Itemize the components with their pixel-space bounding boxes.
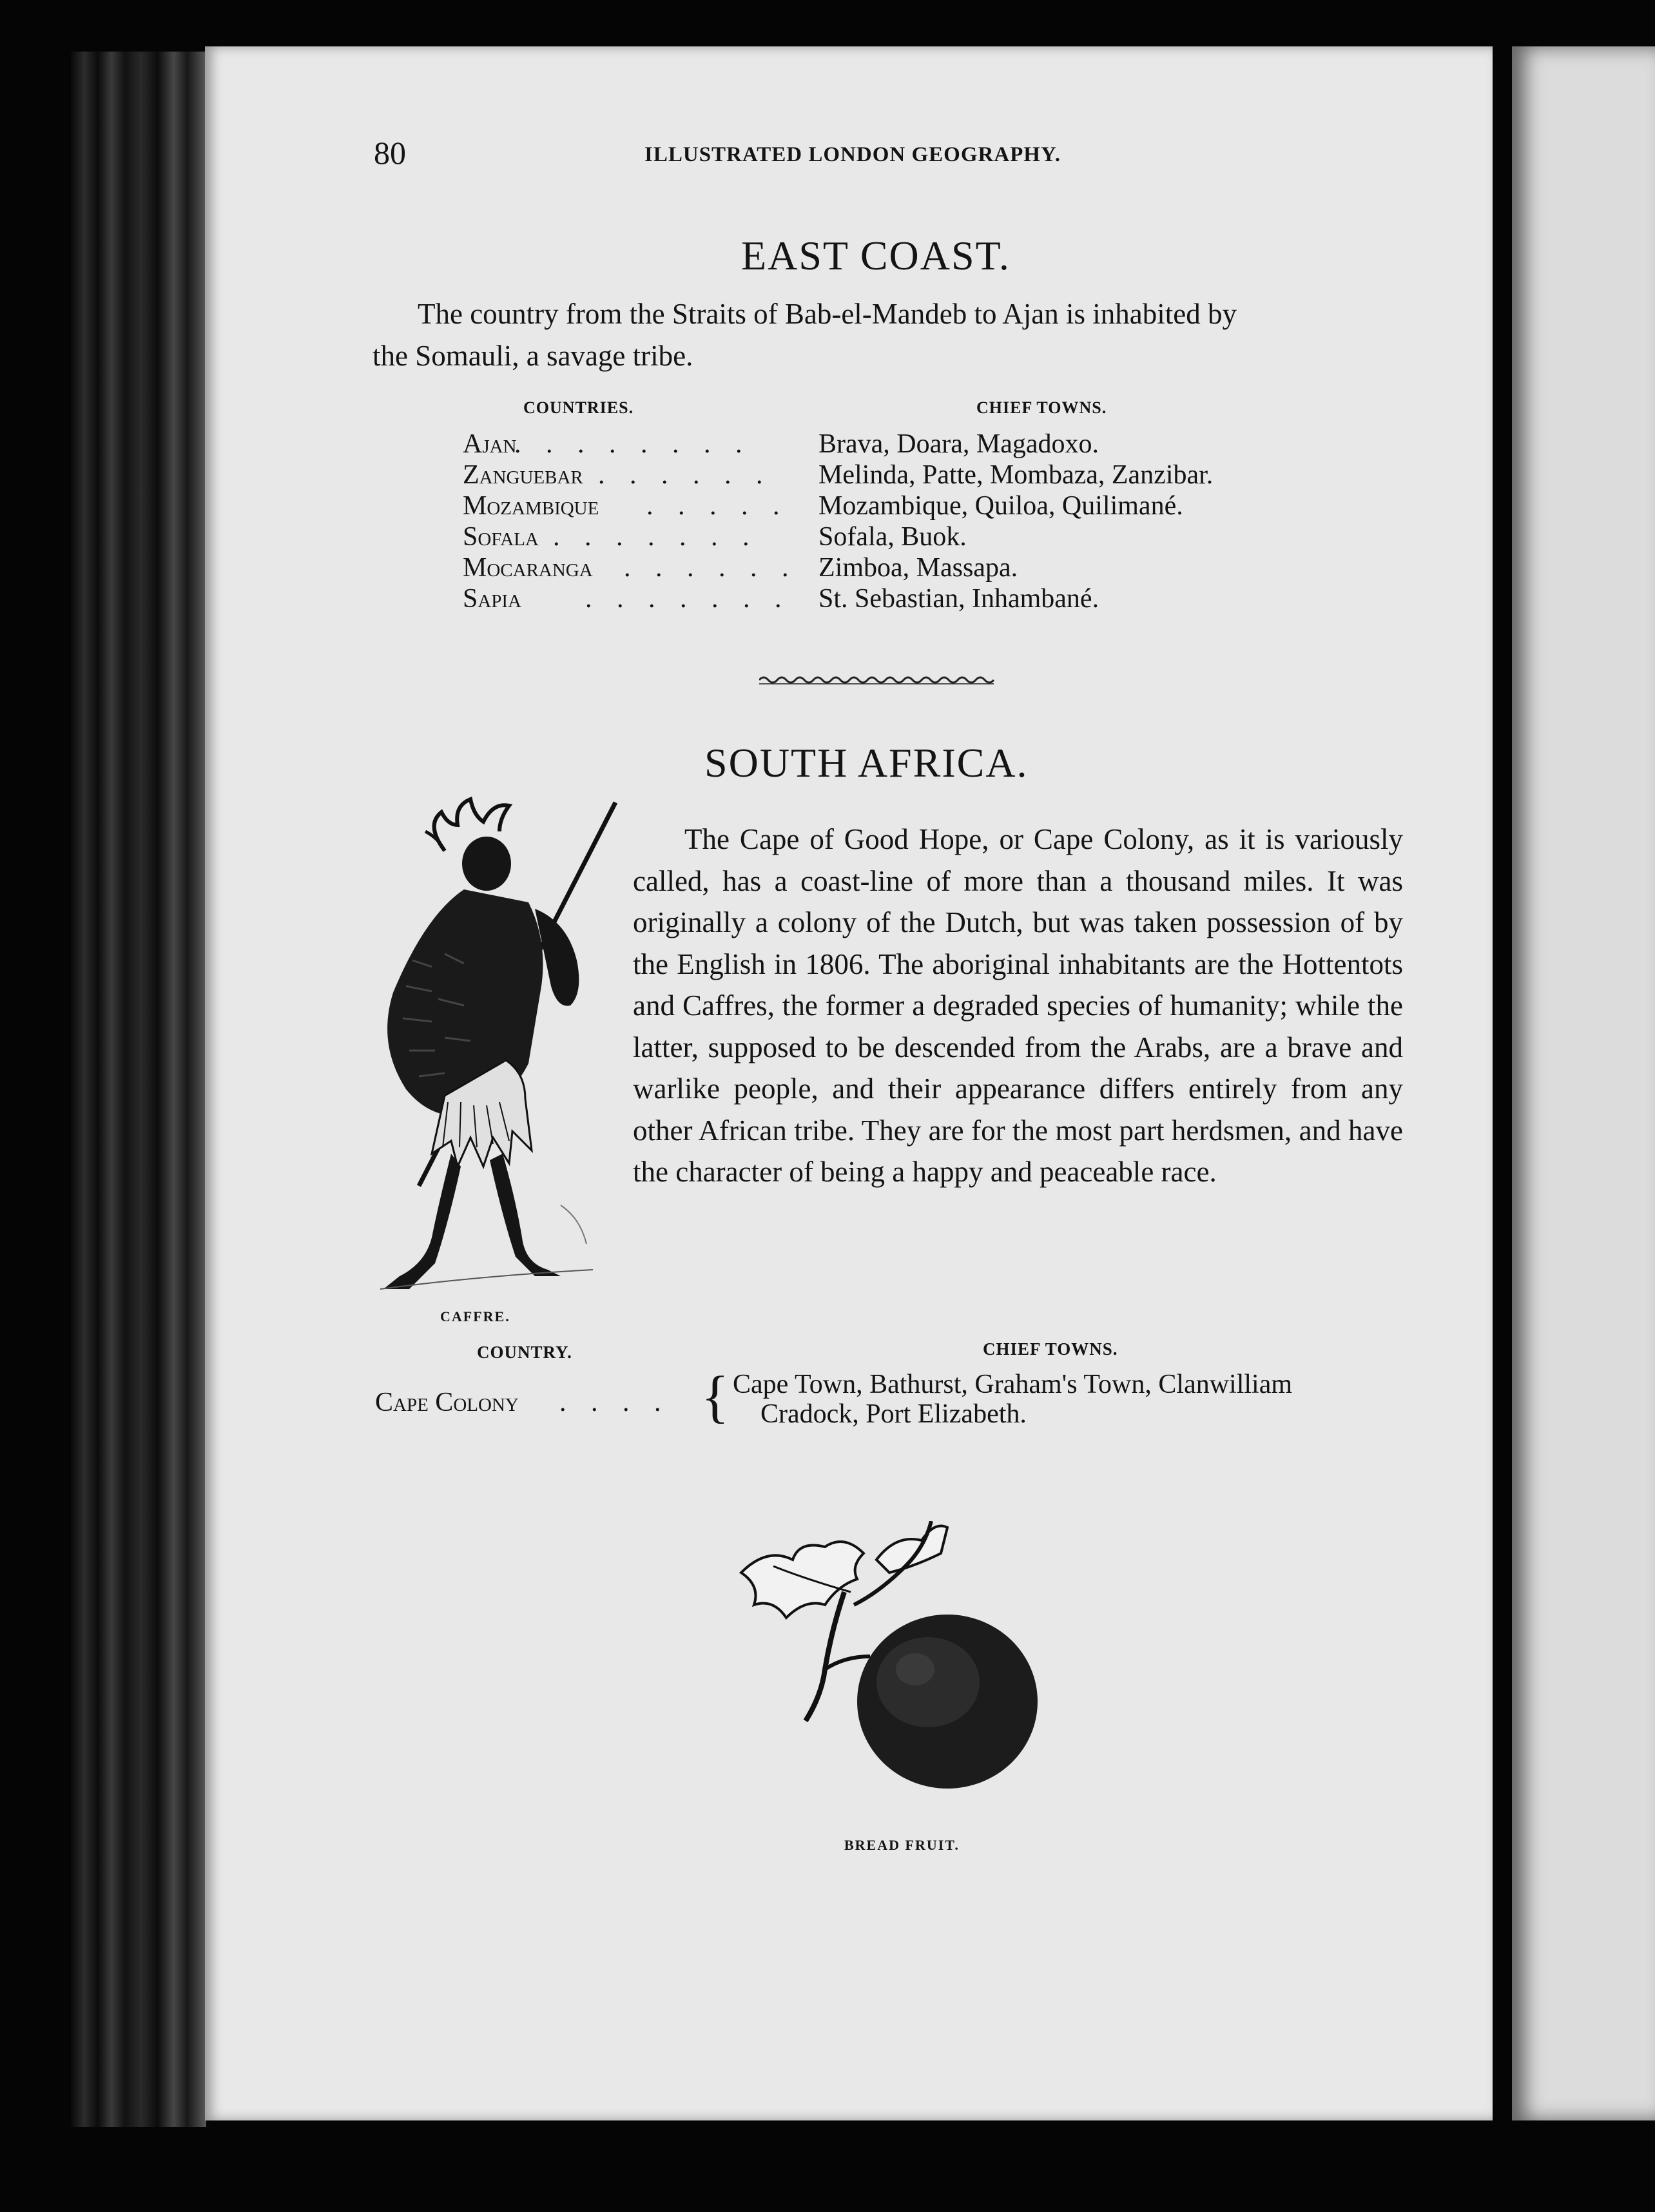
chief-towns: Sofala, Buok.: [818, 522, 967, 552]
table-row: [463, 583, 1365, 614]
chief-towns: Zimboa, Massapa.: [818, 553, 1018, 583]
leader-dots: . . . . . . . .: [514, 429, 751, 459]
chief-towns: St. Sebastian, Inhambané.: [818, 584, 1099, 614]
caffre-warrior-illustration: [374, 793, 625, 1295]
leader-dots: . . . . .: [646, 491, 789, 521]
leader-dots: . . . . . . .: [553, 522, 759, 552]
country-name: Sapia: [463, 584, 522, 614]
east-coast-heading: EAST COAST.: [741, 233, 1011, 278]
east-coast-intro-line1: The country from the Straits of Bab-el-Mandeb to Ajan is inhabited by: [418, 298, 1237, 330]
page-number: 80: [374, 135, 406, 171]
bread-fruit-illustration: [735, 1521, 1070, 1805]
south-africa-heading: SOUTH AFRICA.: [704, 740, 1029, 786]
cape-towns-line1: Cape Town, Bathurst, Graham's Town, Clanwilliam: [733, 1370, 1293, 1399]
chief-towns: Melinda, Patte, Mombaza, Zanzibar.: [818, 460, 1214, 490]
table-row: [463, 429, 1365, 460]
country-name-cape-colony: Cape Colony: [375, 1388, 519, 1417]
country-name: Mozambique: [463, 491, 599, 521]
brace: {: [701, 1365, 730, 1429]
leader-dots: . . . . . .: [624, 553, 798, 583]
table-row: [463, 490, 1365, 521]
chief-towns: Brava, Doara, Magadoxo.: [818, 429, 1099, 459]
country-column-header: COUNTRY.: [477, 1343, 572, 1362]
east-coast-intro-line2: the Somauli, a savage tribe.: [373, 340, 693, 372]
leader-dots: . . . . . . .: [585, 584, 791, 614]
countries-column-header: COUNTRIES.: [523, 398, 634, 417]
country-name: Zanguebar: [463, 460, 583, 490]
east-coast-table: [463, 429, 1365, 614]
country-name: Sofala: [463, 522, 539, 552]
book-spine: [71, 52, 206, 2127]
wavy-divider-ornament: [759, 670, 998, 690]
table-row: [463, 460, 1365, 490]
caffre-caption: CAFFRE.: [440, 1308, 510, 1324]
table-row: [463, 521, 1365, 552]
running-title: ILLUSTRATED LONDON GEOGRAPHY.: [644, 143, 1061, 166]
south-africa-paragraph-text: The Cape of Good Hope, or Cape Colony, as it is variously called, has a coast-line of more than a thousand miles. It was originally a colony of the Dutch, but was taken possession of by the English in 1806. The aboriginal inhabitants are the Hottentots and Caffres, the former a degraded species of humanity; while the latter, supposed to be descended from the Arabs, are a brave and warlike people, and their appearance differs entirely from any other African tribe. They are for the most part herdsmen, and have the character of being a happy and peaceable race.: [633, 823, 1403, 1188]
chief-towns: Mozambique, Quiloa, Quilimané.: [818, 491, 1183, 521]
cape-towns-line2: Cradock, Port Elizabeth.: [760, 1399, 1027, 1429]
chief-towns-column-header: CHIEF TOWNS.: [976, 398, 1107, 417]
table-row: [463, 552, 1365, 583]
country-name: Ajan: [463, 429, 517, 459]
bread-fruit-caption: BREAD FRUIT.: [844, 1837, 960, 1853]
chief-towns-column-header-south: CHIEF TOWNS.: [983, 1339, 1118, 1359]
leader-dots: . . . .: [559, 1388, 670, 1417]
south-africa-paragraph: [633, 819, 1403, 1193]
leader-dots: . . . . . .: [598, 460, 772, 490]
country-name: Mocaranga: [463, 553, 593, 583]
east-coast-intro: [373, 293, 1404, 377]
facing-page-edge: [1512, 46, 1655, 2120]
